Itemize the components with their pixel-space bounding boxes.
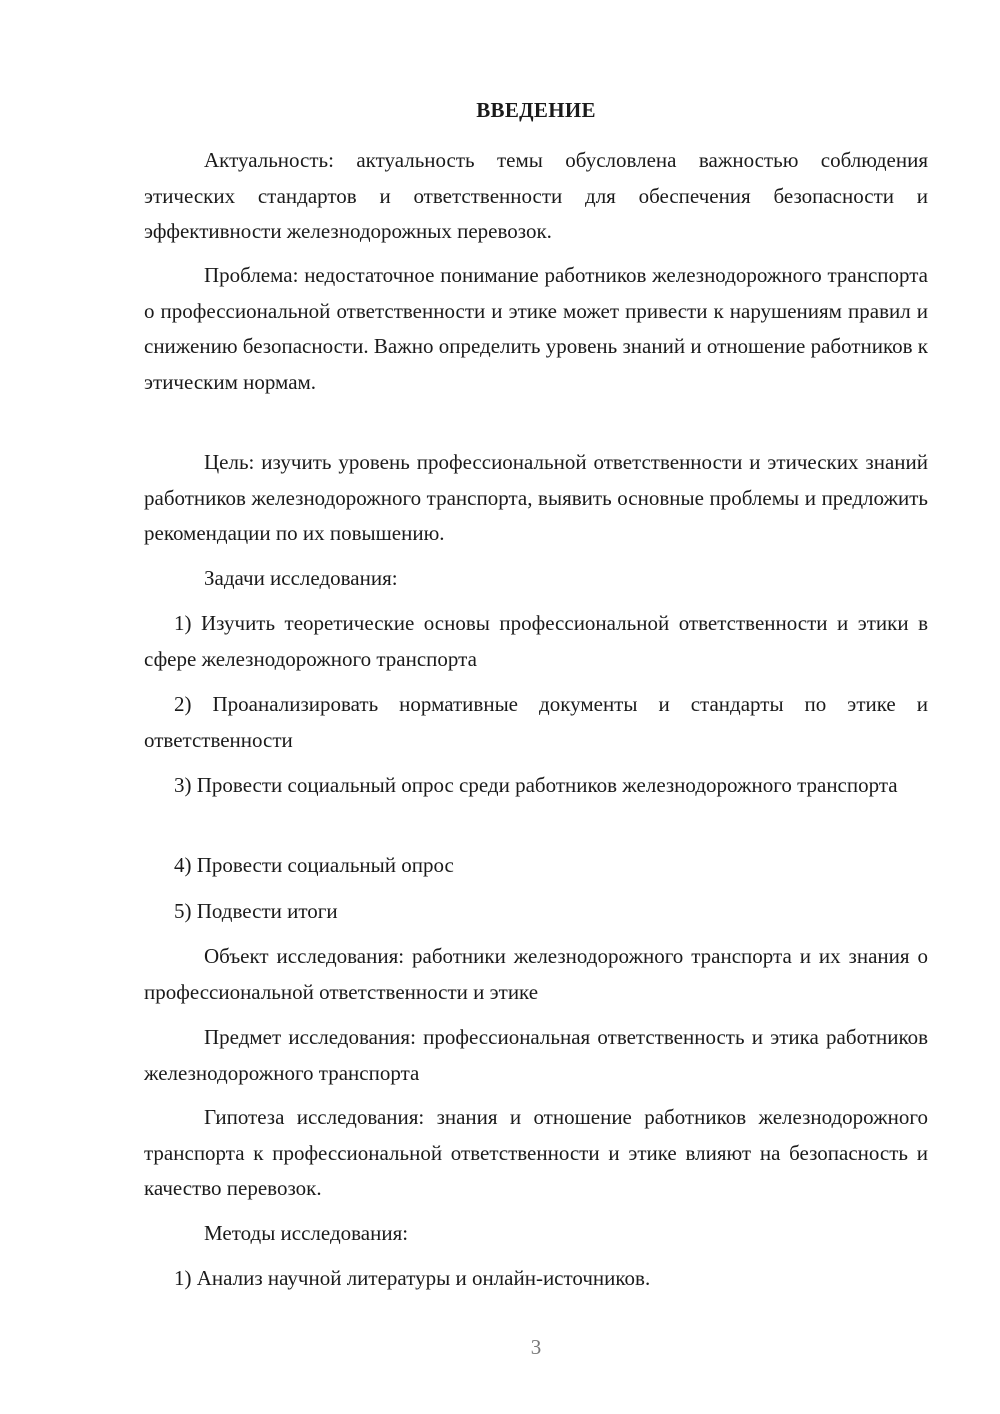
task-item-5: 5) Подвести итоги <box>174 899 338 923</box>
paragraph-problem: Проблема: недостаточное понимание работников железнодорожного транспорта о профессиональной ответственности и этике может привести к нарушениям правил и снижению безопасности. Важно определить уровень знаний и отношение работников к этическим нормам. <box>144 263 928 394</box>
task-item-4: 4) Провести социальный опрос <box>174 853 454 877</box>
paragraph-goal: Цель: изучить уровень профессиональной ответственности и этических знаний работников железнодорожного транспорта, выявить основные проблемы и предложить рекомендации по их повышению. <box>144 450 928 545</box>
paragraph-hypothesis: Гипотеза исследования: знания и отношение работников железнодорожного транспорта к профессиональной ответственности и этике влияют на безопасность и качество перевозок. <box>144 1105 928 1200</box>
task-item-3: 3) Провести социальный опрос среди работников железнодорожного транспорта <box>174 773 898 797</box>
paragraph-relevance: Актуальность: актуальность темы обусловлена важностью соблюдения этических стандартов и ответственности для обеспечения безопасности и эффективности железнодорожных перевозок. <box>144 148 928 243</box>
task-item-1: 1) Изучить теоретические основы профессиональной ответственности и этики в сфере железнодорожного транспорта <box>144 611 928 671</box>
task-item-2: 2) Проанализировать нормативные документы и стандарты по этике и ответственности <box>144 692 928 752</box>
paragraph-subject: Предмет исследования: профессиональная ответственность и этика работников железнодорожного транспорта <box>144 1025 928 1085</box>
methods-heading: Методы исследования: <box>204 1221 409 1245</box>
tasks-heading: Задачи исследования: <box>204 566 398 590</box>
method-item-1: 1) Анализ научной литературы и онлайн-источников. <box>174 1266 651 1290</box>
page-title: ВВЕДЕНИЕ <box>476 98 596 122</box>
paragraph-object: Объект исследования: работники железнодорожного транспорта и их знания о профессиональной ответственности и этике <box>144 944 928 1004</box>
page-number: 3 <box>530 1335 542 1359</box>
